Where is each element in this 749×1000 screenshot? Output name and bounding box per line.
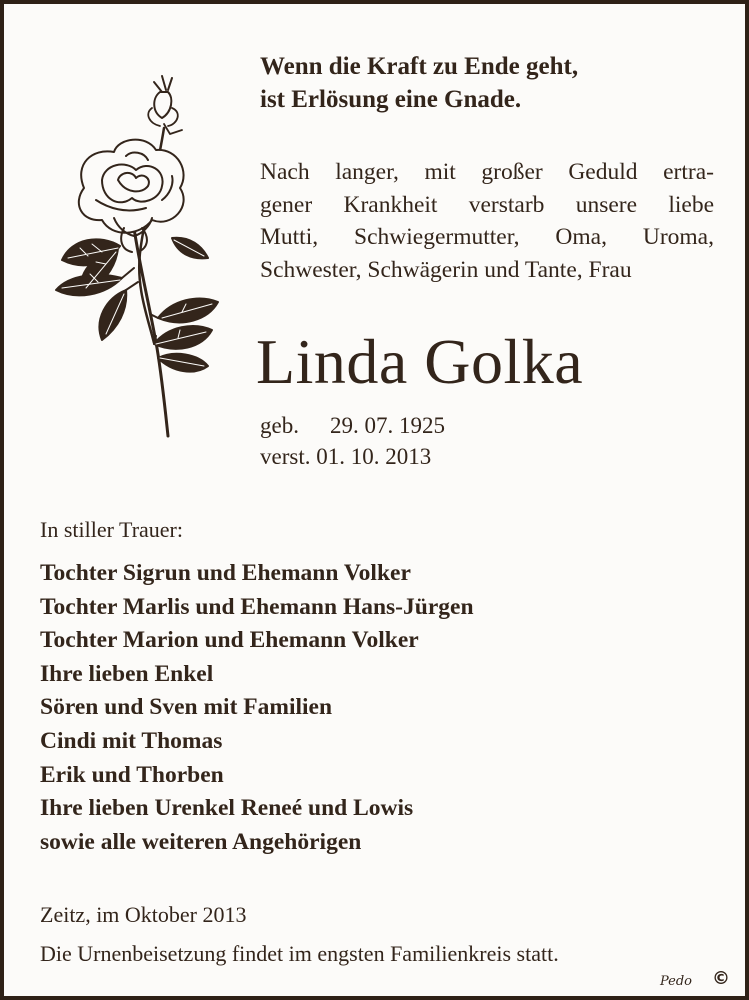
- quote-block: [260, 50, 578, 116]
- list-item: Tochter Marion und Ehemann Volker: [40, 627, 419, 654]
- list-item: Tochter Marlis und Ehemann Hans-Jürgen: [40, 593, 474, 620]
- mourning-heading: In stiller Trauer:: [40, 517, 183, 542]
- list-item: sowie alle weiteren Angehörigen: [40, 828, 362, 855]
- list-item: Cindi mit Thomas: [40, 727, 223, 754]
- mourners-list: [40, 557, 474, 859]
- birth-date: 29. 07. 1925: [330, 413, 445, 438]
- list-item: Ihre lieben Urenkel Reneé und Lowis: [40, 795, 414, 822]
- list-item: Sören und Sven mit Familien: [40, 694, 333, 721]
- death-date: 01. 10. 2013: [316, 444, 432, 469]
- quote-line-1: Wenn die Kraft zu Ende geht,: [260, 53, 579, 80]
- death-label: verst.: [260, 444, 311, 469]
- intro-line-4: Schwester, Schwägerin und Tante, Frau: [260, 256, 632, 283]
- death-date-row: [260, 441, 445, 472]
- list-item: Ihre lieben Enkel: [40, 660, 214, 687]
- list-item: Erik und Thorben: [40, 761, 224, 788]
- intro-line-1: Nach langer, mit großer Geduld ertra-: [260, 159, 714, 185]
- rose-illustration-icon: [22, 68, 247, 440]
- designer-signature: Pedo: [660, 974, 693, 989]
- list-item: Tochter Sigrun und Ehemann Volker: [40, 560, 411, 586]
- intro-text: [260, 156, 714, 286]
- birth-label: geb.: [260, 413, 299, 438]
- life-dates: [260, 410, 445, 472]
- urn-note: Die Urnenbeisetzung findet im engsten Familienkreis statt.: [40, 941, 559, 966]
- intro-line-2: gener Krankheit verstarb unsere liebe: [260, 191, 714, 218]
- deceased-name: Linda Golka: [256, 326, 584, 397]
- copyright-icon: ©: [712, 968, 730, 989]
- birth-date-row: [260, 410, 445, 441]
- place-date: Zeitz, im Oktober 2013: [40, 902, 247, 927]
- quote-line-2: ist Erlösung eine Gnade.: [260, 86, 522, 113]
- intro-line-3: Mutti, Schwiegermutter, Oma, Uroma,: [260, 224, 714, 250]
